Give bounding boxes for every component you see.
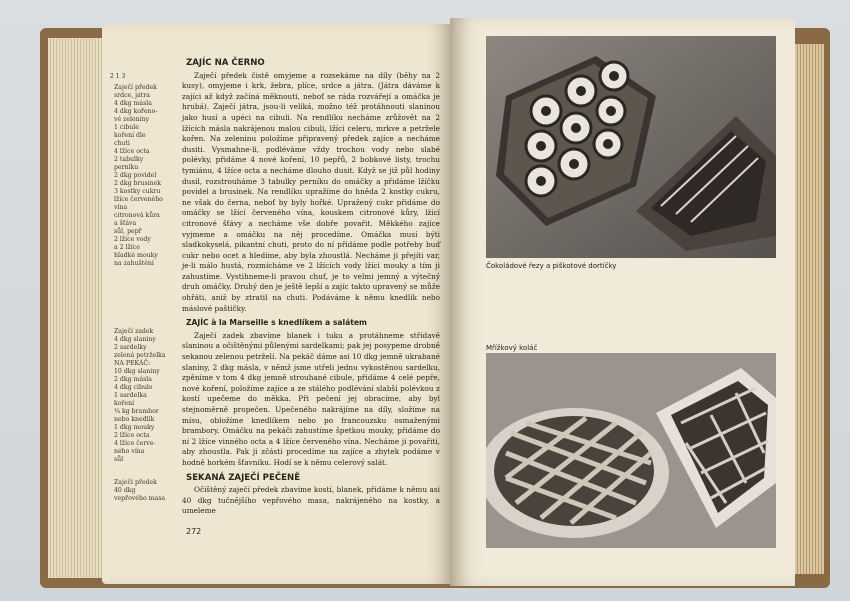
- ingredient-line: 2 lžíce vody: [114, 236, 151, 243]
- ingredient-line: chuti: [114, 140, 130, 147]
- ingredient-line: 40 dkg: [114, 487, 136, 494]
- ingredient-line: 4 dkg másla: [114, 100, 152, 107]
- ingredient-list-zajic-na-cerno: [114, 84, 178, 268]
- ingredient-line: vína: [114, 204, 128, 211]
- ingredient-line: 1 cibule: [114, 124, 139, 131]
- recipe-paragraph: Očištěný zaječí předek zbavíme kostí, blanek, přidáme k němu asi 40 dkg tučnějšího vepřového masa, nakrájeného na kostky, a umeleme: [182, 485, 440, 516]
- recipe-heading: ZAJÍC à la Marseille s knedlíkem a salátem: [186, 318, 367, 328]
- ingredient-line: NA PEKÁČ:: [114, 360, 151, 367]
- ingredient-line: koření dle: [114, 132, 146, 139]
- ingredient-line: 2 lžíce octa: [114, 432, 150, 439]
- chocolate-slices-image: [486, 36, 776, 258]
- ingredient-line: 1 dkg mouky: [114, 424, 155, 431]
- ingredient-line: 2 dkg másla: [114, 376, 152, 383]
- ingredient-line: zelená petrželka: [114, 352, 166, 359]
- ingredient-line: vepřového masa: [114, 495, 166, 502]
- ingredient-line: koření: [114, 400, 135, 407]
- left-page: [102, 24, 452, 584]
- recipe-heading: SEKANÁ ZAJEČÍ PEČENĚ: [186, 472, 301, 483]
- open-book: [40, 18, 830, 588]
- photo-chocolate-slices: [486, 36, 776, 258]
- ingredient-line: sůl: [114, 456, 124, 463]
- ingredient-line: hladké mouky: [114, 252, 158, 259]
- ingredient-line: 4 dkg cibule: [114, 384, 153, 391]
- ingredient-line: na zahuštění: [114, 260, 154, 267]
- ingredient-line: 2 dkg povidel: [114, 172, 157, 179]
- ingredient-line: 1 sardelka: [114, 392, 147, 399]
- ingredient-line: 3 kostky cukru: [114, 188, 161, 195]
- recipe-text-column: [182, 56, 440, 517]
- ingredient-line: ného vína: [114, 448, 145, 455]
- ingredient-line: Zaječí předek: [114, 84, 157, 91]
- ingredient-line: vé zeleniny: [114, 116, 150, 123]
- ingredient-line: srdce, játra: [114, 92, 150, 99]
- ingredient-line: 4 lžíce octa: [114, 148, 150, 155]
- ingredient-line: 4 dkg slaniny: [114, 336, 156, 343]
- ingredient-line: a 2 lžíce: [114, 244, 140, 251]
- ingredient-line: citronová kůra: [114, 212, 160, 219]
- ingredient-line: 4 lžíce červe-: [114, 440, 156, 447]
- ingredient-line: a šťáva: [114, 220, 137, 227]
- ingredient-line: ¼ kg brambor: [114, 408, 159, 415]
- recipe-paragraph: Zaječí zadek zbavíme blanek i tuku a protáhneme střídavě slaninou a očištěnými půlenými sardelkami; pak jej posypeme drobně sekanou zelenou petrželí. Na pekáč dáme asi 10 dkg jemně ukrabané slaniny, 2 dkg másla, v němž jsme utřeli jednu vykostěnou sardelku, zpěníme v tom 4 dkg jemně strouhané cibule, přidáme 4 celé pepře, nové koření, položíme zajíce a ze stálého podlévání slabší polévkou z kostí upečeme do měkka. Při pečení jej obracíme, aby byl stejnoměrně propečen. Upečeného nakrájíme na díly, složíme na mísu, obložíme knedlíkem nebo po francouzsku osmaženými brambory. Omáčku na pekáči zahustíme špetkou mouky, přidáme do ní 2 lžíce vinného octa a 4 lžíce červeného vína. Necháme ji povařiti, aby zhoustla. Pak ji zčásti procedíme na zajíce a zbytek podáme v hodně horkém šťavníku. Hodí se k němu celerový salát.: [182, 330, 440, 467]
- ingredient-line: perníku: [114, 164, 139, 171]
- recipe-paragraph: Zaječí předek čistě omyjeme a rozsekáme na díly (běhy na 2 kusy), omyjeme i krk, žebra, plíce, srdce a játra. (Játra dáváme k zajíci až když začíná měknouti, neboť se ráda rozvářejí a omáčka je hrubá). Zaječí játra, jsou-li veliká, možno též protáhnouti slaninou jako husí a upéci na cibuli. Na rendlíku necháme zrůžovět na 2 lžících másla nakrájenou malou cibuli, lžíci celeru, mrkve a petržele kořen. Na zeleninu položíme připravený předek zajíce a necháme dusiti. Vysmahne-li, podléváme vždy trochou vody nebo slabé polévky, přidáme 4 nové koření, 10 pepřů, 2 bobkové listy, trochu tymiánu, 4 lžíce octa a necháme dlouho dusit. Když se již půl hodiny dusil, rozstrouháme 3 tabulky perníku do omáčky a přidáme lžíčku povidel a brusinek. Na rendlíku upražíme do hněda 2 kostky cukru, ne však do černa, neboť by byly hořké. Upražený cukr přidáme do omáčky se lžící červeného vína, kouskem citronové kůry, lžící citronové šťávy a necháme vše dobře povařit. Měkkého zajíce vyjmeme a omáčku na něj procedíme. Omáčka musí býti sladkokyselá, pikantní chuti, proto do ní přidáme podle potřeby buď cukr nebo ocet a hledíme, aby byla zhoustlá. Necháme ji přejíti var, je-li málo hustá, rozmícháme ve 2 lžících vody lžíci mouky a tím ji zahustíme. Vystihneme-li pravou chuť, je to velmi jemný a výtečný druh omáčky. Druhý den je ještě lepší a zajíc takto upravený se může ohřáti, aniž by ztratil na chuti. Podáváme k němu knedlík nebo máslové paštičky.: [182, 70, 440, 313]
- ingredient-list-sekana: [114, 479, 178, 503]
- ingredient-line: 2 tabulky: [114, 156, 144, 163]
- right-page: [450, 18, 795, 586]
- ingredient-line: 4 dkg kořeno-: [114, 108, 158, 115]
- ingredient-line: 2 dkg brusinek: [114, 180, 161, 187]
- ingredient-line: 10 dkg slaniny: [114, 368, 160, 375]
- stray-page-marks: 2 1 3: [110, 73, 126, 80]
- photo-caption: Čokoládové řezy a piškotové dortíčky: [486, 262, 617, 270]
- ingredient-line: 2 sardelky: [114, 344, 147, 351]
- ingredient-line: nebo knedlík: [114, 416, 155, 423]
- ingredient-line: sůl, pepř: [114, 228, 142, 235]
- ingredient-line: lžíce červeného: [114, 196, 163, 203]
- photo-caption: Mřížkový koláč: [486, 344, 538, 352]
- ingredient-line: Zaječí zadek: [114, 328, 154, 335]
- lattice-cake-image: [486, 353, 776, 548]
- recipe-heading: ZAJÍC NA ČERNO: [186, 58, 265, 68]
- photo-lattice-cake: [486, 353, 776, 548]
- ingredient-list-zajic-marseille: [114, 328, 178, 464]
- ingredient-line: Zaječí předek: [114, 479, 157, 486]
- page-number: 272: [186, 527, 202, 536]
